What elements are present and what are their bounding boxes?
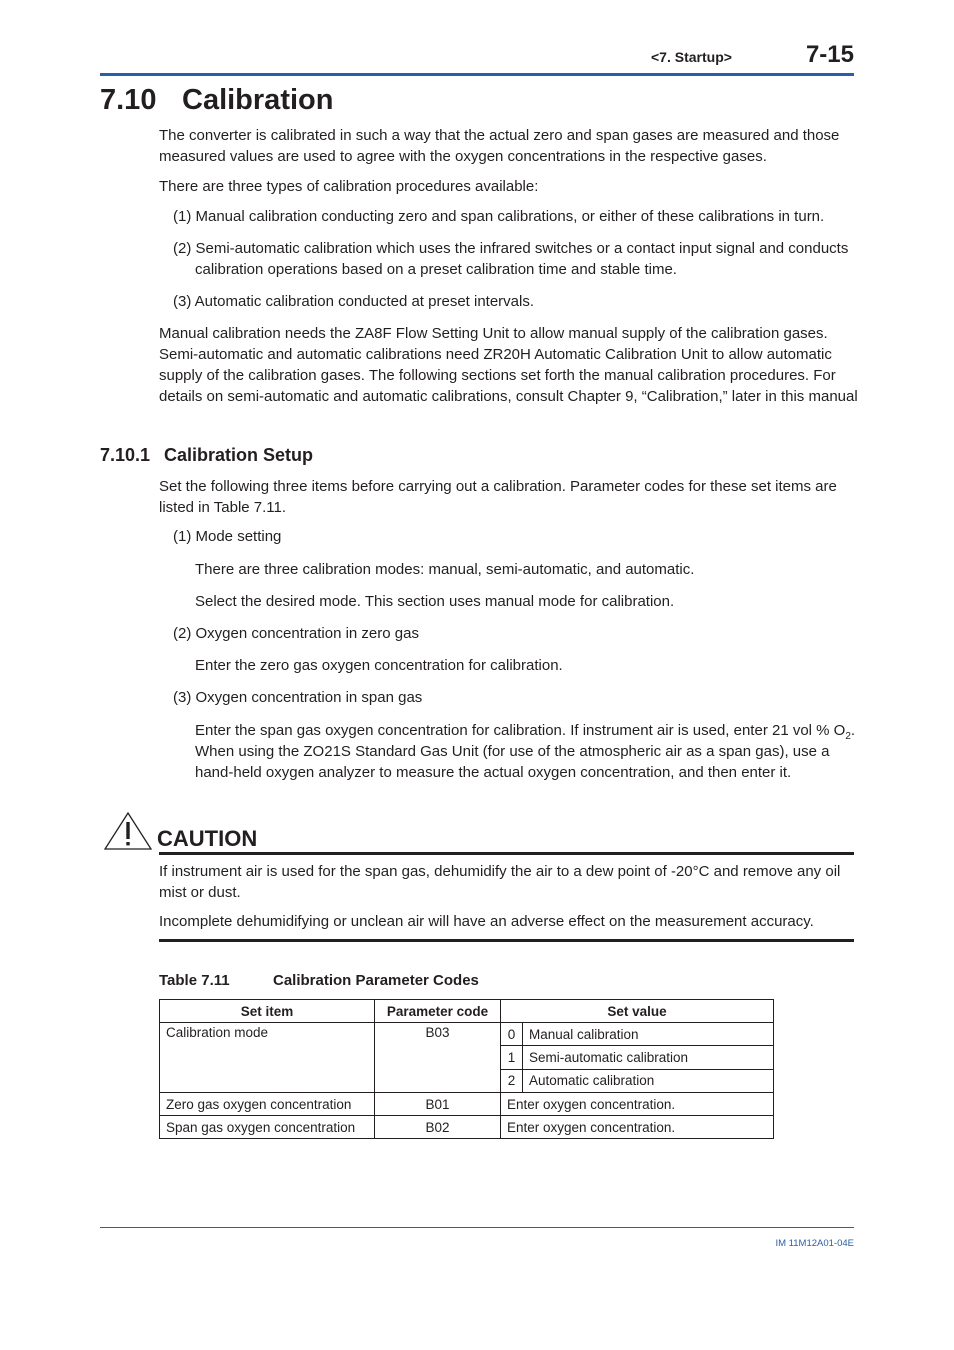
intro-paragraph: The converter is calibrated in such a way that the actual zero and span gases are measured and those measured values are used to agree with the oxygen concentrations in the respective gases. (159, 127, 840, 165)
item-text (195, 720, 860, 783)
subsection-number: 7.10.1 (100, 445, 151, 465)
cell-option-label: Automatic calibration (523, 1069, 774, 1092)
column-header: Parameter code (375, 1000, 501, 1023)
cell-set-value: Enter oxygen concentration. (501, 1092, 774, 1115)
types-intro: There are three types of calibration procedures available: (159, 178, 539, 195)
list-item: (3) Automatic calibration conducted at preset intervals. (173, 293, 535, 310)
section-number: 7.10 (100, 84, 157, 116)
cell-parameter-code: B02 (375, 1116, 501, 1139)
cell-option-number: 1 (501, 1046, 523, 1069)
subsection-title: Calibration Setup (164, 445, 314, 465)
table-row (160, 1023, 774, 1046)
table-caption (159, 972, 479, 989)
list-item: (1) Mode setting (173, 528, 282, 545)
table-row (160, 1116, 774, 1139)
caution-top-rule (159, 852, 854, 855)
caution-triangle-icon (104, 812, 152, 850)
cell-set-item: Span gas oxygen concentration (160, 1116, 375, 1139)
cell-option-number: 2 (501, 1069, 523, 1092)
cell-set-value: Enter oxygen concentration. (501, 1116, 774, 1139)
table-title: Calibration Parameter Codes (273, 972, 479, 989)
section-title: Calibration (182, 84, 334, 116)
cell-set-item: Zero gas oxygen concentration (160, 1092, 375, 1115)
header-rule (100, 73, 854, 76)
cell-parameter-code: B01 (375, 1092, 501, 1115)
column-header: Set item (160, 1000, 375, 1023)
closing-paragraph: Manual calibration needs the ZA8F Flow Setting Unit to allow manual supply of the calibration gases. Semi-automatic and automatic calibrations need ZR20H Automatic Calibration Unit to allow automatic supply of the calibration gases. The following sections set forth the manual calibration procedures. For details on semi-automatic and automatic calibrations, consult Chapter 9, “Calibration,” later in this manual (159, 325, 858, 405)
caution-text: If instrument air is used for the span gas, dehumidify the air to a dew point of -20°C and remove any oil mist or dust. (159, 863, 841, 901)
cell-option-number: 0 (501, 1023, 523, 1046)
subscript: 2 (845, 731, 851, 742)
cell-option-label: Manual calibration (523, 1023, 774, 1046)
table-number: Table 7.11 (159, 972, 230, 989)
item-text: Enter the zero gas oxygen concentration for calibration. (195, 657, 563, 674)
setup-intro: Set the following three items before carrying out a calibration. Parameter codes for these set items are listed in Table 7.11. (159, 478, 837, 516)
list-item: (2) Semi-automatic calibration which uses the infrared switches or a contact input signal and conducts calibration operations based on a preset calibration time and stable time. (173, 240, 849, 278)
caution-text: Incomplete dehumidifying or unclean air will have an adverse effect on the measurement accuracy. (159, 913, 814, 930)
column-header: Set value (501, 1000, 774, 1023)
caution-bottom-rule (159, 939, 854, 942)
table-row (160, 1092, 774, 1115)
section-heading (100, 84, 333, 117)
table-header-row (160, 1000, 774, 1023)
span-gas-text-b: . When using the ZO21S Standard Gas Unit (for use of the atmospheric air as a span gas), use a hand-held oxygen analyzer to measure the actual oxygen concentration, and then enter it. (195, 722, 856, 781)
cell-option-label: Semi-automatic calibration (523, 1046, 774, 1069)
list-item: (2) Oxygen concentration in zero gas (173, 625, 419, 642)
list-item: (1) Manual calibration conducting zero and span calibrations, or either of these calibrations in turn. (173, 208, 825, 225)
page-number: 7-15 (805, 41, 854, 68)
span-gas-text-a: Enter the span gas oxygen concentration for calibration. If instrument air is used, enter 21 vol % O (195, 722, 846, 739)
calibration-parameter-table (159, 999, 774, 1139)
subsection-heading (100, 445, 313, 466)
cell-parameter-code: B03 (375, 1023, 501, 1093)
list-item: (3) Oxygen concentration in span gas (173, 689, 423, 706)
item-text: Select the desired mode. This section uses manual mode for calibration. (195, 593, 675, 610)
cell-set-item: Calibration mode (160, 1023, 375, 1093)
caution-title: CAUTION (157, 826, 258, 851)
document-number: IM 11M12A01-04E (775, 1238, 854, 1249)
header-section-label: <7. Startup> (651, 49, 732, 65)
item-text: There are three calibration modes: manual, semi-automatic, and automatic. (195, 561, 695, 578)
footer-rule (100, 1227, 854, 1228)
